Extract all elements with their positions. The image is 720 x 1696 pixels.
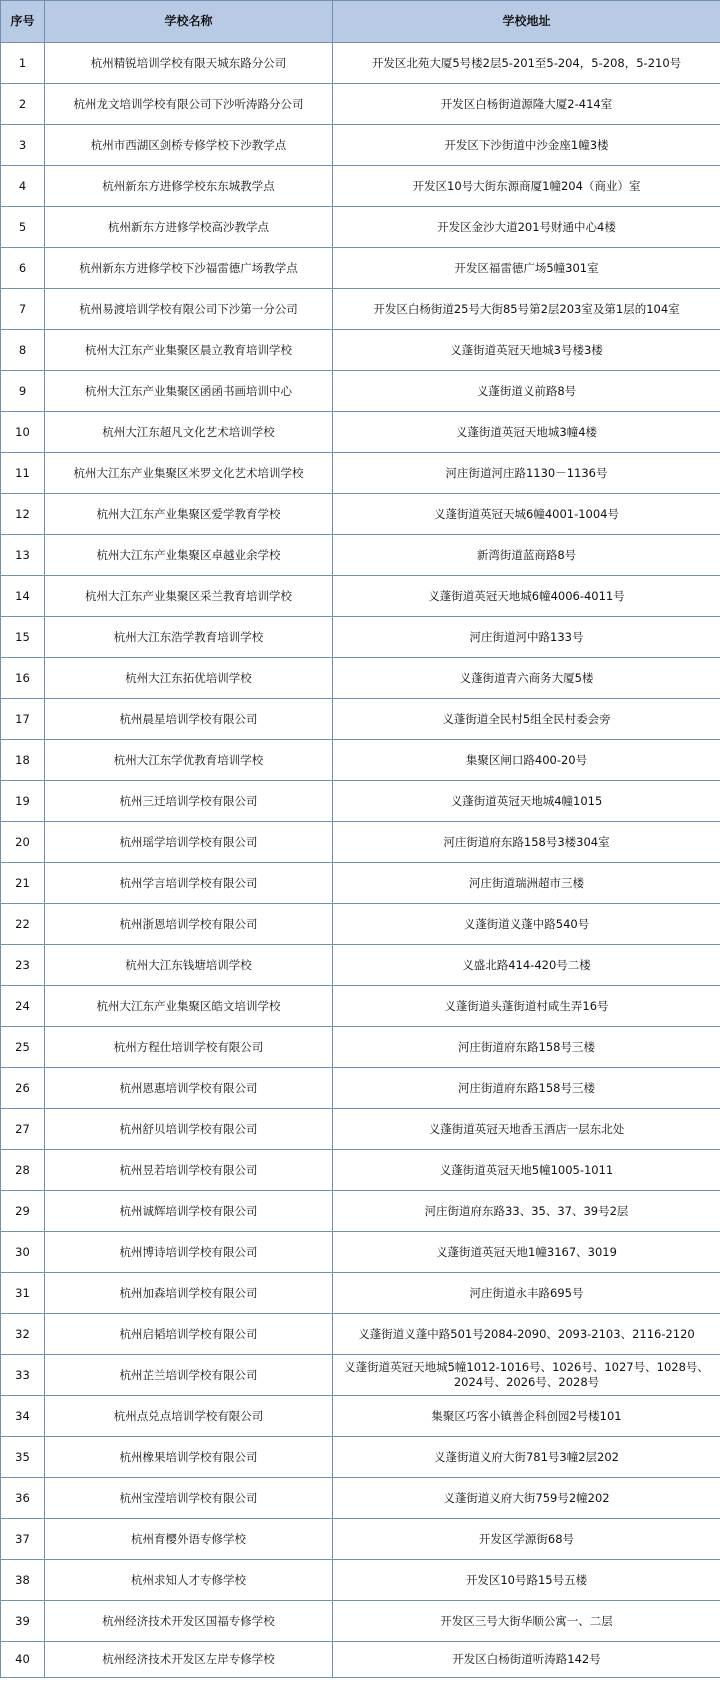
table-row	[1, 1068, 720, 1109]
table-row	[1, 289, 720, 330]
school-address-cell: 义蓬街道英冠天地5幢1005-1011	[333, 1150, 720, 1191]
table-row	[1, 535, 720, 576]
school-name-cell: 杭州大江东产业集聚区爱学教育学校	[45, 494, 333, 535]
school-name-cell: 杭州大江东产业集聚区晨立教育培训学校	[45, 330, 333, 371]
school-address-cell: 开发区下沙街道中沙金座1幢3楼	[333, 125, 720, 166]
school-name-cell: 杭州瑶学培训学校有限公司	[45, 822, 333, 863]
table-row	[1, 1396, 720, 1437]
school-name-cell: 杭州启韬培训学校有限公司	[45, 1314, 333, 1355]
table-row	[1, 1027, 720, 1068]
school-address-cell: 义蓬街道义府大街759号2幢202	[333, 1478, 720, 1519]
table-row	[1, 207, 720, 248]
table-row	[1, 740, 720, 781]
row-index-cell: 8	[1, 330, 45, 371]
school-address-cell: 河庄街道府东路158号3楼304室	[333, 822, 720, 863]
school-name-cell: 杭州恩惠培训学校有限公司	[45, 1068, 333, 1109]
school-address-cell: 义蓬街道英冠天地城3号楼3楼	[333, 330, 720, 371]
table-row	[1, 1150, 720, 1191]
school-name-cell: 杭州龙文培训学校有限公司下沙听涛路分公司	[45, 84, 333, 125]
school-address-cell: 义蓬街道义府大街781号3幢2层202	[333, 1437, 720, 1478]
school-address-cell: 开发区白杨街道25号大街85号第2层203室及第1层的104室	[333, 289, 720, 330]
school-address-cell: 开发区10号大街东源商厦1幢204（商业）室	[333, 166, 720, 207]
row-index-cell: 22	[1, 904, 45, 945]
row-index-cell: 15	[1, 617, 45, 658]
row-index-cell: 13	[1, 535, 45, 576]
school-address-cell: 义蓬街道英冠天地城4幢1015	[333, 781, 720, 822]
school-address-cell: 义蓬街道英冠天地城5幢1012-1016号、1026号、1027号、1028号、2024号、2026号、2028号	[333, 1355, 720, 1396]
school-name-cell: 杭州大江东产业集聚区采兰教育培训学校	[45, 576, 333, 617]
school-address-cell: 集聚区巧客小镇善企科创园2号楼101	[333, 1396, 720, 1437]
row-index-cell: 6	[1, 248, 45, 289]
school-name-cell: 杭州点兑点培训学校有限公司	[45, 1396, 333, 1437]
school-address-cell: 义蓬街道义蓬中路540号	[333, 904, 720, 945]
row-index-cell: 18	[1, 740, 45, 781]
school-address-cell: 义蓬街道英冠天地城3幢4楼	[333, 412, 720, 453]
table-row	[1, 1437, 720, 1478]
table-row	[1, 904, 720, 945]
school-address-cell: 河庄街道河庄路1130－1136号	[333, 453, 720, 494]
school-address-cell: 开发区学源街68号	[333, 1519, 720, 1560]
row-index-cell: 1	[1, 43, 45, 84]
row-index-cell: 26	[1, 1068, 45, 1109]
row-index-cell: 30	[1, 1232, 45, 1273]
row-index-cell: 4	[1, 166, 45, 207]
school-address-cell: 义蓬街道英冠天地1幢3167、3019	[333, 1232, 720, 1273]
table-row	[1, 494, 720, 535]
school-name-cell: 杭州大江东拓优培训学校	[45, 658, 333, 699]
school-address-cell: 开发区白杨街道听涛路142号	[333, 1642, 720, 1678]
school-address-cell: 义蓬街道头蓬街道村咸生弄16号	[333, 986, 720, 1027]
row-index-cell: 25	[1, 1027, 45, 1068]
table-row	[1, 863, 720, 904]
table-row	[1, 371, 720, 412]
school-address-cell: 集聚区闸口路400-20号	[333, 740, 720, 781]
school-name-cell: 杭州宝滢培训学校有限公司	[45, 1478, 333, 1519]
school-name-cell: 杭州昱若培训学校有限公司	[45, 1150, 333, 1191]
row-index-cell: 31	[1, 1273, 45, 1314]
school-name-cell: 杭州新东方进修学校高沙教学点	[45, 207, 333, 248]
row-index-cell: 19	[1, 781, 45, 822]
school-name-cell: 杭州市西湖区剑桥专修学校下沙教学点	[45, 125, 333, 166]
school-name-cell: 杭州精锐培训学校有限天城东路分公司	[45, 43, 333, 84]
school-address-cell: 河庄街道府东路158号三楼	[333, 1068, 720, 1109]
table-row	[1, 1355, 720, 1396]
row-index-cell: 17	[1, 699, 45, 740]
row-index-cell: 36	[1, 1478, 45, 1519]
table-body	[1, 43, 720, 1678]
table-row	[1, 453, 720, 494]
school-address-cell: 开发区三号大街华顺公寓一、二层	[333, 1601, 720, 1642]
row-index-cell: 11	[1, 453, 45, 494]
school-name-cell: 杭州大江东超凡文化艺术培训学校	[45, 412, 333, 453]
table-row	[1, 84, 720, 125]
school-name-cell: 杭州橡果培训学校有限公司	[45, 1437, 333, 1478]
school-name-cell: 杭州学言培训学校有限公司	[45, 863, 333, 904]
school-address-cell: 义蓬街道全民村5组全民村委会旁	[333, 699, 720, 740]
table-row	[1, 166, 720, 207]
school-name-cell: 杭州新东方进修学校东东城教学点	[45, 166, 333, 207]
table-row	[1, 986, 720, 1027]
table-row	[1, 248, 720, 289]
table-row	[1, 658, 720, 699]
row-index-cell: 35	[1, 1437, 45, 1478]
school-name-cell: 杭州大江东产业集聚区卓越业余学校	[45, 535, 333, 576]
row-index-cell: 32	[1, 1314, 45, 1355]
school-address-cell: 开发区福雷德广场5幢301室	[333, 248, 720, 289]
school-name-cell: 杭州舒贝培训学校有限公司	[45, 1109, 333, 1150]
row-index-cell: 24	[1, 986, 45, 1027]
table-row	[1, 1478, 720, 1519]
table-row	[1, 822, 720, 863]
school-name-cell: 杭州求知人才专修学校	[45, 1560, 333, 1601]
table-row	[1, 330, 720, 371]
table-row	[1, 1191, 720, 1232]
table-row	[1, 576, 720, 617]
school-address-cell: 河庄街道瑞洲超市三楼	[333, 863, 720, 904]
row-index-cell: 7	[1, 289, 45, 330]
table-row	[1, 125, 720, 166]
table-row	[1, 945, 720, 986]
school-name-cell: 杭州经济技术开发区左岸专修学校	[45, 1642, 333, 1678]
school-name-cell: 杭州三迁培训学校有限公司	[45, 781, 333, 822]
row-index-cell: 28	[1, 1150, 45, 1191]
table-row	[1, 1519, 720, 1560]
header-row	[1, 1, 720, 43]
row-index-cell: 5	[1, 207, 45, 248]
table-row	[1, 1642, 720, 1678]
school-name-cell: 杭州大江东浩学教育培训学校	[45, 617, 333, 658]
table-row	[1, 1109, 720, 1150]
school-name-cell: 杭州育樱外语专修学校	[45, 1519, 333, 1560]
school-address-cell: 义蓬街道青六商务大厦5楼	[333, 658, 720, 699]
school-name-cell: 杭州博诗培训学校有限公司	[45, 1232, 333, 1273]
row-index-cell: 16	[1, 658, 45, 699]
school-address-cell: 新湾街道蓝商路8号	[333, 535, 720, 576]
table-row	[1, 1232, 720, 1273]
school-address-cell: 义盛北路414-420号二楼	[333, 945, 720, 986]
header-school-address: 学校地址	[333, 1, 720, 43]
school-name-cell: 杭州大江东产业集聚区米罗文化艺术培训学校	[45, 453, 333, 494]
table-row	[1, 617, 720, 658]
table-header	[1, 1, 720, 43]
school-address-cell: 义蓬街道英冠天地香玉酒店一层东北处	[333, 1109, 720, 1150]
row-index-cell: 9	[1, 371, 45, 412]
row-index-cell: 37	[1, 1519, 45, 1560]
school-address-cell: 义蓬街道英冠天地城6幢4006-4011号	[333, 576, 720, 617]
school-name-cell: 杭州大江东产业集聚区函函书画培训中心	[45, 371, 333, 412]
school-address-cell: 河庄街道河中路133号	[333, 617, 720, 658]
school-name-cell: 杭州大江东产业集聚区皓文培训学校	[45, 986, 333, 1027]
table-row	[1, 1273, 720, 1314]
school-name-cell: 杭州加森培训学校有限公司	[45, 1273, 333, 1314]
row-index-cell: 12	[1, 494, 45, 535]
school-address-cell: 义蓬街道义前路8号	[333, 371, 720, 412]
table-row	[1, 43, 720, 84]
table-row	[1, 699, 720, 740]
school-address-cell: 义蓬街道义蓬中路501号2084-2090、2093-2103、2116-2120	[333, 1314, 720, 1355]
school-name-cell: 杭州新东方进修学校下沙福雷德广场教学点	[45, 248, 333, 289]
header-school-name: 学校名称	[45, 1, 333, 43]
school-address-cell: 义蓬街道英冠天城6幢4001-1004号	[333, 494, 720, 535]
school-name-cell: 杭州易渡培训学校有限公司下沙第一分公司	[45, 289, 333, 330]
school-address-cell: 开发区金沙大道201号财通中心4楼	[333, 207, 720, 248]
school-address-cell: 河庄街道府东路158号三楼	[333, 1027, 720, 1068]
school-address-cell: 开发区北苑大厦5号楼2层5-201至5-204，5-208，5-210号	[333, 43, 720, 84]
school-name-cell: 杭州诚辉培训学校有限公司	[45, 1191, 333, 1232]
row-index-cell: 29	[1, 1191, 45, 1232]
row-index-cell: 39	[1, 1601, 45, 1642]
school-name-cell: 杭州浙恩培训学校有限公司	[45, 904, 333, 945]
header-index: 序号	[1, 1, 45, 43]
row-index-cell: 10	[1, 412, 45, 453]
school-address-cell: 河庄街道府东路33、35、37、39号2层	[333, 1191, 720, 1232]
table-row	[1, 1560, 720, 1601]
row-index-cell: 38	[1, 1560, 45, 1601]
table-row	[1, 412, 720, 453]
school-name-cell: 杭州经济技术开发区国福专修学校	[45, 1601, 333, 1642]
school-name-cell: 杭州方程仕培训学校有限公司	[45, 1027, 333, 1068]
row-index-cell: 14	[1, 576, 45, 617]
school-address-cell: 河庄街道永丰路695号	[333, 1273, 720, 1314]
school-address-cell: 开发区10号路15号五楼	[333, 1560, 720, 1601]
school-name-cell: 杭州芷兰培训学校有限公司	[45, 1355, 333, 1396]
school-name-cell: 杭州晨星培训学校有限公司	[45, 699, 333, 740]
row-index-cell: 27	[1, 1109, 45, 1150]
table-row	[1, 1601, 720, 1642]
row-index-cell: 33	[1, 1355, 45, 1396]
row-index-cell: 34	[1, 1396, 45, 1437]
row-index-cell: 40	[1, 1642, 45, 1678]
school-name-cell: 杭州大江东钱塘培训学校	[45, 945, 333, 986]
school-address-cell: 开发区白杨街道源隆大厦2-414室	[333, 84, 720, 125]
row-index-cell: 21	[1, 863, 45, 904]
row-index-cell: 3	[1, 125, 45, 166]
row-index-cell: 20	[1, 822, 45, 863]
table-row	[1, 1314, 720, 1355]
row-index-cell: 2	[1, 84, 45, 125]
row-index-cell: 23	[1, 945, 45, 986]
table-row	[1, 781, 720, 822]
school-name-cell: 杭州大江东学优教育培训学校	[45, 740, 333, 781]
